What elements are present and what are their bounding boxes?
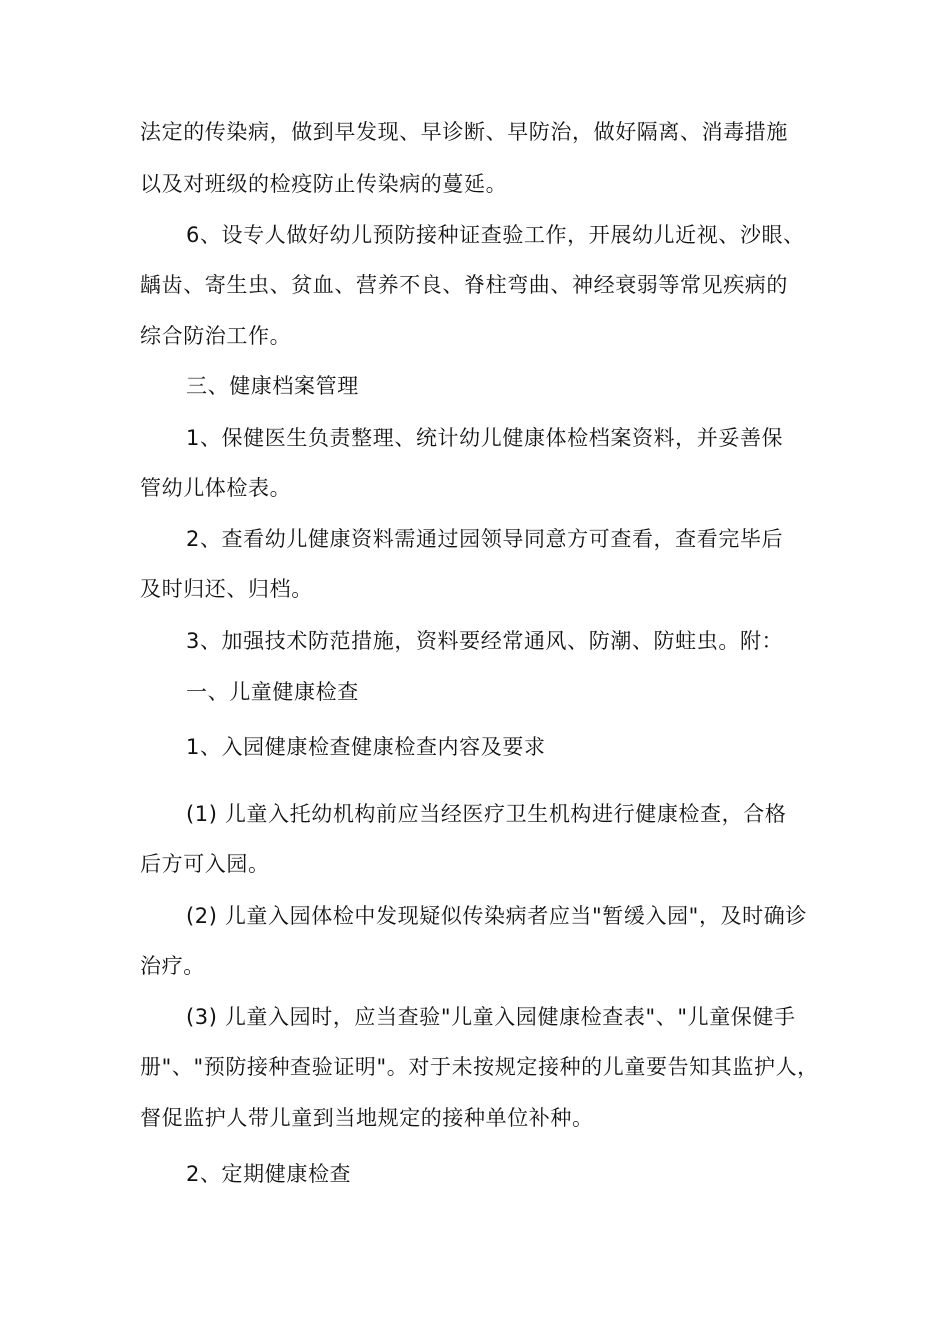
text-line: 后方可入园。 [140,852,270,876]
paragraph-3-line: 3、加强技术防范措施，资料要经常通风、防潮、防蛀虫。附： [186,629,784,653]
text-line: 龋齿、寄生虫、贫血、营养不良、脊柱弯曲、神经衰弱等常见疾病的 [140,273,788,297]
paragraph-1-line: 1、保健医生负责整理、统计幼儿健康体检档案资料，并妥善保 [186,426,784,450]
text-line: 督促监护人带儿童到当地规定的接种单位补种。 [140,1106,594,1130]
text-line: 及时归还、归档。 [140,577,313,601]
paragraph-6-line: 6、设专人做好幼儿预防接种证查验工作，开展幼儿近视、沙眼、 [186,223,805,247]
text-line: 综合防治工作。 [140,324,292,348]
item-2-line: (2) 儿童入园体检中发现疑似传染病者应当"暂缓入园"，及时确诊 [186,904,807,928]
text-line: 以及对班级的检疫防止传染病的蔓延。 [140,172,508,196]
text-line: 册"、"预防接种查验证明"。对于未按规定接种的儿童要告知其监护人， [140,1055,819,1079]
section-heading: 一、儿童健康检查 [186,680,359,704]
subsection-heading: 1、入园健康检查健康检查内容及要求 [186,735,546,759]
text-line: 法定的传染病，做到早发现、早诊断、早防治，做好隔离、消毒措施 [140,120,788,144]
subsection-heading: 2、定期健康检查 [186,1162,352,1186]
text-line: 治疗。 [140,954,205,978]
item-3-line: (3) 儿童入园时，应当查验"儿童入园健康检查表"、"儿童保健手 [186,1005,796,1029]
text-line: 管幼儿体检表。 [140,476,292,500]
section-heading: 三、健康档案管理 [186,374,359,398]
item-1-line: (1) 儿童入托幼机构前应当经医疗卫生机构进行健康检查，合格 [186,802,787,826]
paragraph-2-line: 2、查看幼儿健康资料需通过园领导同意方可查看，查看完毕后 [186,527,784,551]
